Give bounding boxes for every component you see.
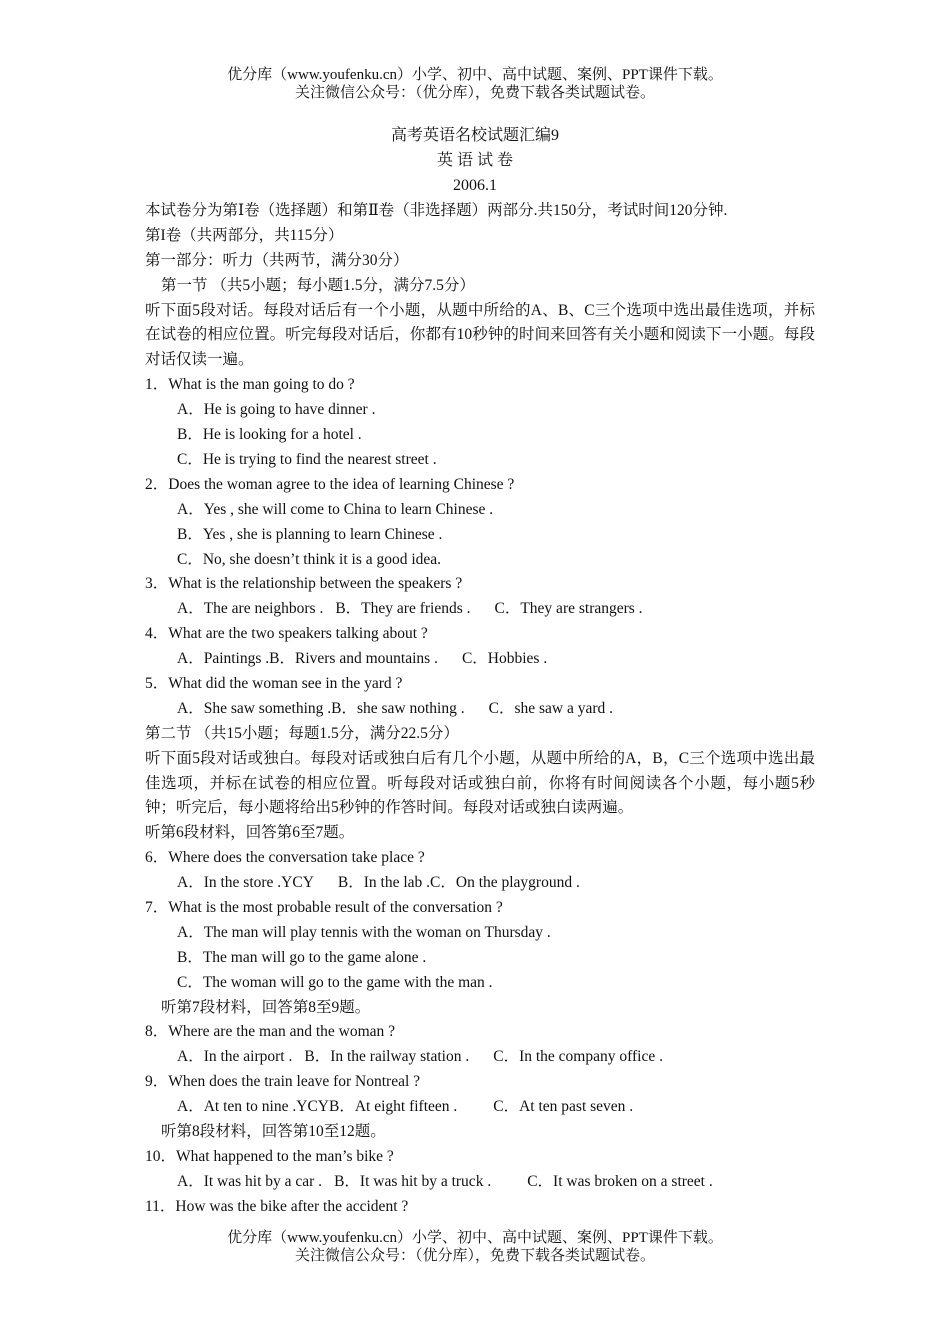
material-8-note: 听第8段材料，回答第10至12题。 [161, 1123, 386, 1141]
part-heading: 第一部分：听力（共两节，满分30分） [145, 251, 409, 269]
header-line-1: 优分库（www.youfenku.cn）小学、初中、高中试题、案例、PPT课件下载。 [227, 67, 723, 83]
option-9b: B．At eight fifteen . [328, 1098, 458, 1116]
section-1-instructions: 听下面5段对话。每段对话后有一个小题，从题中所给的A、B、C三个选项中选出最佳选项，并标在试卷的相应位置。听完每段对话后，你都有10秒钟的时间来回答有关小题和阅读下一小题。每段对话仅读一遍。 [145, 301, 815, 369]
option-4a: A．Paintings . [177, 650, 270, 668]
question-5: 5．What did the woman see in the yard ? [145, 674, 403, 692]
option-8b: B．In the railway station . [304, 1048, 470, 1066]
question-11: 11．How was the bike after the accident ? [145, 1197, 409, 1215]
option-2a: A．Yes , she will come to China to learn Chinese . [177, 500, 494, 518]
question-9: 9．When does the train leave for Nontreal ? [145, 1073, 421, 1091]
option-8c: C．In the company office . [493, 1048, 663, 1066]
section-2-instructions: 听下面5段对话或独白。每段对话或独白后有几个小题，从题中所给的A，B，C三个选项中选出最佳选项，并标在试卷的相应位置。听每段对话或独白前，你将有时间阅读各个小题，每小题5秒钟；听完后，每小题将给出5秒钟的作答时间。每段对话或独白读两遍。 [145, 749, 815, 817]
option-10b: B．It was hit by a truck . [334, 1172, 492, 1190]
options-3 [145, 597, 815, 622]
options-6 [145, 871, 815, 896]
option-5a: A．She saw something . [177, 699, 332, 717]
question-6: 6．Where does the conversation take place ? [145, 849, 425, 867]
option-3c: C．They are strangers . [494, 600, 643, 618]
options-9 [145, 1095, 815, 1120]
volume-heading: 第I卷（共两部分，共115分） [145, 226, 344, 244]
footer-line-2: 关注微信公众号：（优分库），免费下载各类试题试卷。 [294, 1248, 655, 1264]
question-1: 1．What is the man going to do ? [145, 376, 355, 394]
option-1c: C．He is trying to find the nearest street . [177, 450, 437, 468]
question-7: 7．What is the most probable result of the conversation ? [145, 899, 503, 917]
option-10a: A．It was hit by a car . [177, 1172, 323, 1190]
option-6b: B．In the lab . [337, 874, 431, 892]
material-7-note: 听第7段材料，回答第8至9题。 [161, 998, 371, 1016]
option-6c: C．On the playground . [430, 874, 580, 892]
option-4c: C．Hobbies . [461, 650, 548, 668]
question-10: 10．What happened to the man’s bike ? [145, 1147, 394, 1165]
option-5c: C．she saw a yard . [488, 699, 614, 717]
option-6a: A．In the store .YCY [177, 874, 314, 892]
option-5b: B．she saw nothing . [331, 699, 465, 717]
question-2: 2．Does the woman agree to the idea of learning Chinese ? [145, 475, 515, 493]
question-4: 4．What are the two speakers talking about ? [145, 625, 428, 643]
page-footer [0, 1229, 950, 1265]
footer-line-1: 优分库（www.youfenku.cn）小学、初中、高中试题、案例、PPT课件下载。 [227, 1230, 723, 1246]
question-3: 3．What is the relationship between the speakers ? [145, 575, 463, 593]
option-4b: B．Rivers and mountains . [269, 650, 438, 668]
option-8a: A．In the airport . [177, 1048, 293, 1066]
option-10c: C．It was broken on a street . [527, 1172, 713, 1190]
option-7a: A．The man will play tennis with the woman on Thursday . [177, 923, 551, 941]
option-9a: A．At ten to nine .YCY [177, 1098, 329, 1116]
exam-body [145, 199, 815, 1220]
header-line-2: 关注微信公众号：（优分库），免费下载各类试题试卷。 [294, 85, 655, 101]
exam-series-title: 高考英语名校试题汇编9 [390, 127, 559, 144]
option-1b: B．He is looking for a hotel . [177, 426, 362, 444]
option-2b: B．Yes , she is planning to learn Chinese . [177, 525, 443, 543]
exam-date: 2006.1 [453, 177, 497, 194]
exam-title: 英 语 试 卷 [436, 152, 513, 169]
material-6-note: 听第6段材料，回答第6至7题。 [145, 824, 355, 842]
options-10 [145, 1170, 815, 1195]
option-2c: C．No, she doesn’t think it is a good idea. [177, 550, 442, 568]
section-2-heading: 第二节 （共15小题；每题1.5分，满分22.5分） [145, 724, 459, 742]
options-8 [145, 1045, 815, 1070]
options-4 [145, 647, 815, 672]
option-1a: A．He is going to have dinner . [177, 401, 376, 419]
option-9c: C．At ten past seven . [493, 1098, 634, 1116]
section-1-heading: 第一节 （共5小题；每小题1.5分，满分7.5分） [161, 276, 475, 294]
question-8: 8．Where are the man and the woman ? [145, 1023, 396, 1041]
option-3a: A．The are neighbors . [177, 600, 324, 618]
page-header [0, 66, 950, 102]
option-7c: C．The woman will go to the game with the man . [177, 973, 493, 991]
options-5 [145, 697, 815, 722]
option-3b: B．They are friends . [335, 600, 471, 618]
option-7b: B．The man will go to the game alone . [177, 948, 427, 966]
intro-line: 本试卷分为第Ⅰ卷（选择题）和第Ⅱ卷（非选择题）两部分.共150分，考试时间120分钟. [145, 202, 728, 219]
